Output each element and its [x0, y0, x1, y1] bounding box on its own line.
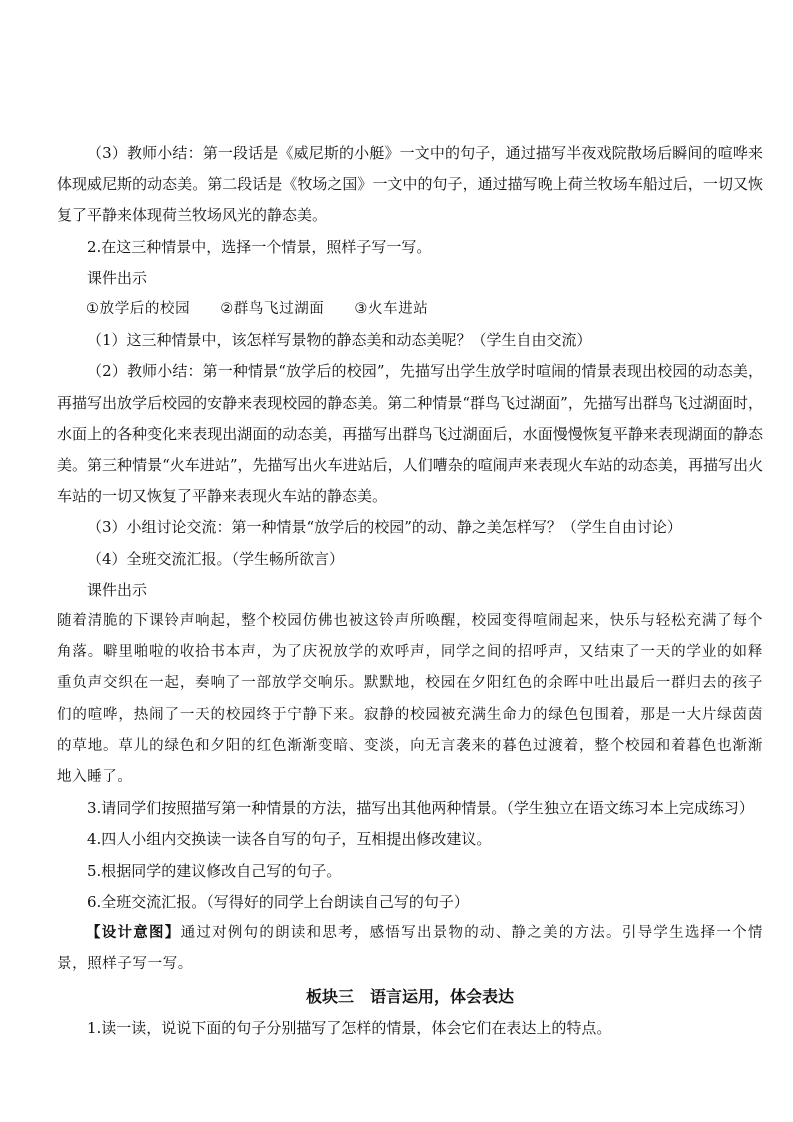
paragraph-reading-task: 1.读一读，说说下面的句子分别描写了怎样的情景，体会它们在表达上的特点。: [87, 1019, 612, 1038]
paragraph-step-3: 3.请同学们按照描写第一种情景的方法，描写出其他两种情景。（学生独立在语文练习本上完成练习）: [87, 799, 754, 818]
paragraph-step-6: 6.全班交流汇报。（写得好的同学上台朗读自己写的句子）: [87, 892, 469, 911]
scenario-options: [57, 294, 763, 325]
paragraph-courseware-2: 课件出示: [87, 580, 148, 599]
paragraph-question-1: （1）这三种情景中，该怎样写景物的静态美和动态美呢？（学生自由交流）: [87, 331, 592, 350]
paragraph-step-4: 4.四人小组内交换读一读各自写的句子，互相提出修改建议。: [87, 830, 492, 849]
paragraph-design-intent: [57, 918, 763, 980]
paragraph-teacher-summary-2: （2）教师小结：第一种情景“放学后的校园”，先描写出学生放学时喧闹的情景表现出校园的动态美，再描写出放学后校园的安静来表现校园的静态美。第二种情景“群鸟飞过湖面”，先描写出群鸟飞过湖面时，水面上的各种变化来表现出湖面的动态美，再描写出群鸟飞过湖面后，水面慢慢恢复平静来表现湖面的静态美。第三种情景“火车进站”，先描写出火车进站后，人们嘈杂的喧闹声来表现火车站的动态美，再描写出火车站的一切又恢复了平静来表现火车站的静态美。: [57, 362, 763, 506]
paragraph-courseware-1: 课件出示: [87, 268, 148, 287]
section-heading: 板块三 语言运用，体会表达: [305, 987, 514, 1007]
scenario-option-1: ①放学后的校园: [86, 301, 191, 318]
paragraph-class-report: （4）全班交流汇报。（学生畅所欲言）: [87, 549, 345, 568]
scenario-option-3: ③火车进站: [354, 301, 429, 318]
paragraph-group-discussion: （3）小组讨论交流：第一种情景“放学后的校园”的动、静之美怎样写？（学生自由讨论）: [87, 518, 682, 537]
paragraph-step-2: 2.在这三种情景中，选择一个情景，照样子写一写。: [87, 237, 432, 256]
design-intent-label: 【设计意图】: [86, 925, 181, 942]
paragraph-step-5: 5.根据同学的建议修改自己写的句子。: [87, 861, 342, 880]
paragraph-example-passage: 随着清脆的下课铃声响起，整个校园仿佛也被这铃声所唤醒，校园变得喧闹起来，快乐与轻松充满了每个角落。噼里啪啦的收拾书本声，为了庆祝放学的欢呼声，同学之间的招呼声，又结束了一天的学业的如释重负声交织在一起，奏响了一部放学交响乐。默默地，校园在夕阳红色的余晖中吐出最后一群归去的孩子们的喧哗，热闹了一天的校园终于宁静下来。寂静的校园被充满生命力的绿色包围着，那是一大片绿茵茵的草地。草儿的绿色和夕阳的红色渐渐变暗、变淡，向无言袭来的暮色过渡着，整个校园和着暮色也渐渐地入睡了。: [57, 613, 763, 786]
design-intent-text: 通过对例句的朗读和思考，感悟写出景物的动、静之美的方法。引导学生选择一个情景，照样子写一写。: [57, 925, 763, 973]
scenario-option-2: ②群鸟飞过湖面: [220, 301, 325, 318]
paragraph-teacher-summary-1: （3）教师小结：第一段话是《威尼斯的小艇》一文中的句子，通过描写半夜戏院散场后瞬间的喧哗来体现威尼斯的动态美。第二段话是《牧场之国》一文中的句子，通过描写晚上荷兰牧场车船过后，一切又恢复了平静来体现荷兰牧场风光的静态美。: [57, 144, 763, 225]
